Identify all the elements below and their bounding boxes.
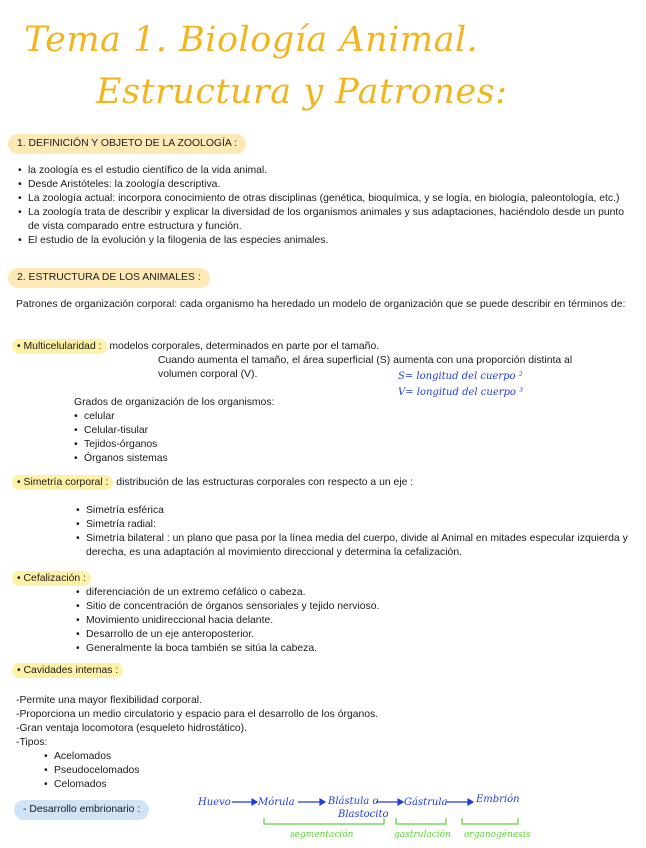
multicelularidad-detail-2: volumen corporal (V). <box>158 369 258 380</box>
phase-segmentacion: segmentación <box>290 830 354 840</box>
list-item: • Sitio de concentración de órganos sensoriales y tejido nervioso. <box>74 600 379 614</box>
simetria-text: distribución de las estructuras corporales con respecto a un eje : <box>113 477 414 488</box>
phase-organogenesis: organogénesis <box>464 830 531 840</box>
flow-morula: Mórula <box>258 797 295 808</box>
estructura-intro: Patrones de organización corporal: cada organismo ha heredado un modelo de organización que se puede describir en términos de: <box>16 299 626 310</box>
list-item: • Celular-tisular <box>72 424 168 438</box>
list-item: • Simetría bilateral : un plano que pasa por la línea media del cuerpo, divide al Animal en mitades especular izquierda y derecha, es una adaptación al movimiento direccional y determina la cefalización. <box>74 532 630 560</box>
list-item: • Simetría radial: <box>74 518 630 532</box>
list-item: • Celomados <box>42 778 140 792</box>
list-item: • diferenciación de un extremo cefálico o cabeza. <box>74 586 379 600</box>
list-item: • Tejidos-órganos <box>72 438 168 452</box>
simetria-label: Simetría corporal : <box>23 477 109 488</box>
desarrollo-label: - Desarrollo embrionario : <box>14 800 149 820</box>
cefalizacion-row: • Cefalización : <box>12 572 91 586</box>
cavidades-line: -Proporciona un medio circulatorio y espacio para el desarrollo de los órganos. <box>16 709 379 720</box>
list-item: • la zoología es el estudio científico de la vida animal. <box>16 164 630 178</box>
grados-title: Grados de organización de los organismos: <box>74 397 275 408</box>
flow-gastrula: Gástrula <box>404 797 448 808</box>
flow-embrion: Embrión <box>476 794 520 805</box>
list-item: • Simetría esférica <box>74 504 630 518</box>
list-item: • Movimiento unidireccional hacia delante. <box>74 614 379 628</box>
flow-blastula: Blástula o <box>328 796 379 807</box>
multicelularidad-text: modelos corporales, determinados en parte por el tamaño. <box>106 341 380 352</box>
section-heading-estructura: 2. ESTRUCTURA DE LOS ANIMALES : <box>8 268 210 288</box>
list-item: • Órganos sistemas <box>72 452 168 466</box>
list-item: • Desde Aristóteles: la zoología descriptiva. <box>16 178 630 192</box>
page-subtitle: Estructura y Patrones: <box>96 72 508 112</box>
multicelularidad-row: • Multicelularidad : modelos corporales, determinados en parte por el tamaño. <box>12 340 379 354</box>
list-item: • La zoología actual: incorpora conocimiento de otras disciplinas (genética, bioquímica, y se logía, en biología, paleontología, etc.) <box>16 192 630 206</box>
list-item: • celular <box>72 410 168 424</box>
cavidades-line: -Tipos: <box>16 737 48 748</box>
cefalizacion-label: Cefalización : <box>23 573 86 584</box>
cavidades-line: -Permite una mayor flexibilidad corporal. <box>16 695 202 706</box>
cavidades-line: -Gran ventaja locomotora (esqueleto hidrostático). <box>16 723 248 734</box>
flow-huevo: Huevo <box>198 797 231 808</box>
list-item: • Generalmente la boca también se sitúa la cabeza. <box>74 642 379 656</box>
handwritten-note-v: V= longitud del cuerpo ³ <box>398 387 524 398</box>
multicelularidad-detail-1: Cuando aumenta el tamaño, el área superficial (S) aumenta con una proporción distinta al <box>158 355 573 366</box>
handwritten-note-s: S= longitud del cuerpo ² <box>398 371 523 382</box>
multicelularidad-label: Multicelularidad : <box>23 341 102 352</box>
cavidades-row: • Cavidades internas : <box>12 664 123 678</box>
list-item: • La zoología trata de describir y explicar la diversidad de los organismos animales y sus adaptaciones, haciéndolo desde un punto de vista comparado entre estructura y función. <box>16 206 630 234</box>
list-item: • Desarrollo de un eje anteroposterior. <box>74 628 379 642</box>
cavidades-label: Cavidades internas : <box>23 665 119 676</box>
list-item: • Acelomados <box>42 750 140 764</box>
list-item: • El estudio de la evolución y la filogenia de las especies animales. <box>16 234 630 248</box>
page-title: Tema 1. Biología Animal. <box>24 20 479 60</box>
list-item: • Pseudocelomados <box>42 764 140 778</box>
flow-blastocito: Blastocito <box>338 809 389 820</box>
section-heading-definicion: 1. DEFINICIÓN Y OBJETO DE LA ZOOLOGÍA : <box>8 134 246 154</box>
simetria-row: • Simetría corporal : distribución de las estructuras corporales con respecto a un eje : <box>12 476 413 490</box>
phase-gastrulacion: gastrulación <box>394 830 451 840</box>
